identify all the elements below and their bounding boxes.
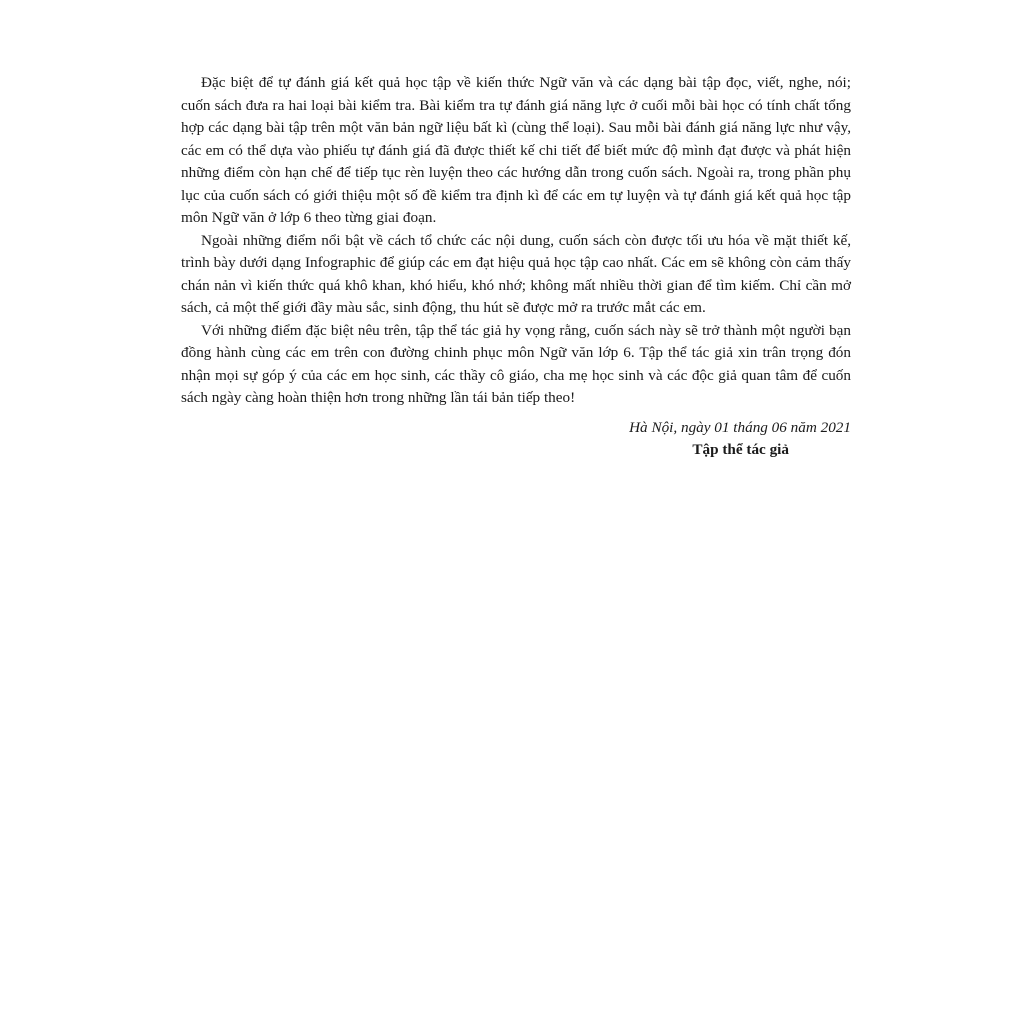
signature-author: Tập thể tác giả (692, 441, 789, 458)
signature-date: Hà Nội, ngày 01 tháng 06 năm 2021 (629, 418, 851, 436)
paragraph-design: Ngoài những điểm nổi bật về cách tổ chức các nội dung, cuốn sách còn được tối ưu hóa về mặt thiết kế, trình bày dưới dạng Infographic để giúp các em đạt hiệu quả học tập cao nhất. Các em sẽ không còn cảm thấy chán nản vì kiến thức quá khô khan, khó hiểu, khó nhớ; không mất nhiều thời gian để tìm kiếm. Chỉ cần mở sách, cả một thế giới đầy màu sắc, sinh động, thu hút sẽ được mở ra trước mắt các em. (181, 231, 851, 316)
paragraph-closing: Với những điểm đặc biệt nêu trên, tập thể tác giả hy vọng rằng, cuốn sách này sẽ trở thành một người bạn đồng hành cùng các em trên con đường chinh phục môn Ngữ văn lớp 6. Tập thể tác giả xin trân trọng đón nhận mọi sự góp ý của các em học sinh, các thầy cô giáo, cha mẹ học sinh và các độc giả quan tâm để cuốn sách ngày càng hoàn thiện hơn trong những lần tái bản tiếp theo! (181, 321, 851, 406)
paragraph-self-assessment: Đặc biệt để tự đánh giá kết quả học tập về kiến thức Ngữ văn và các dạng bài tập đọc, viết, nghe, nói; cuốn sách đưa ra hai loại bài kiểm tra. Bài kiểm tra tự đánh giá năng lực ở cuối mỗi bài học có tính chất tổng hợp các dạng bài tập trên một văn bản ngữ liệu bất kì (cùng thể loại). Sau mỗi bài đánh giá năng lực như vậy, các em có thể dựa vào phiếu tự đánh giá đã được thiết kế chi tiết để biết mức độ mình đạt được và phát hiện những điểm còn hạn chế để tiếp tục rèn luyện theo các hướng dẫn trong cuốn sách. Ngoài ra, trong phần phụ lục của cuốn sách có giới thiệu một số đề kiểm tra định kì để các em tự luyện và tự đánh giá kết quả học tập môn Ngữ văn ở lớp 6 theo từng giai đoạn. (181, 74, 851, 226)
document-page (181, 72, 851, 462)
